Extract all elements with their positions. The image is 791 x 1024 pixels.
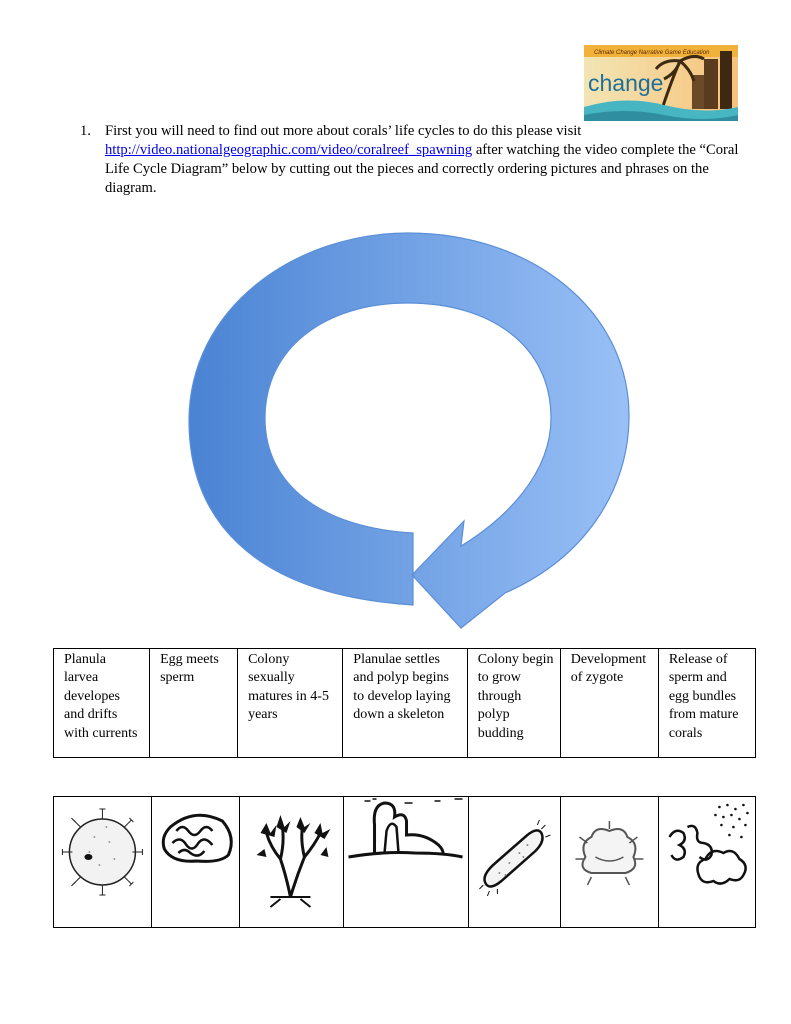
planula-larva-icon bbox=[54, 797, 151, 927]
phrase-cell[interactable] bbox=[467, 649, 560, 758]
picture-cell[interactable] bbox=[344, 797, 468, 928]
logo-banner: Climate Change Narrative Game Education bbox=[594, 50, 710, 56]
video-link[interactable]: http://video.nationalgeographic.com/video/coralreef_spawning bbox=[105, 142, 473, 158]
pictures-table bbox=[53, 796, 756, 928]
picture-cell[interactable] bbox=[659, 797, 756, 928]
instruction-text-rest: after watching the video complete the “Coral Life Cycle Diagram” below by cutting out the pieces and correctly ordering pictures and phrases on the diagram. bbox=[105, 142, 739, 196]
phrase-cell[interactable] bbox=[658, 649, 755, 758]
drifting-larva-icon bbox=[469, 797, 561, 927]
fertilized-egg-icon bbox=[152, 797, 239, 927]
change-logo bbox=[584, 45, 738, 121]
picture-cell[interactable] bbox=[468, 797, 561, 928]
phrase-text: Release of sperm and egg bundles from mature corals bbox=[668, 652, 739, 741]
phrase-text: Egg meets sperm bbox=[160, 652, 219, 686]
picture-cell[interactable] bbox=[561, 797, 659, 928]
instruction-text-intro: First you will need to find out more about corals’ life cycles to do this please visit bbox=[105, 123, 582, 139]
picture-cell[interactable] bbox=[239, 797, 344, 928]
phrase-cell[interactable] bbox=[560, 649, 658, 758]
coral-life-cycle-diagram bbox=[185, 228, 637, 636]
coral-spawning-icon bbox=[659, 797, 755, 927]
phrase-text: Colony sexually matures in 4-5 years bbox=[248, 652, 329, 723]
settled-polyp-icon bbox=[344, 797, 467, 927]
phrase-cell[interactable] bbox=[343, 649, 467, 758]
phrase-cell[interactable] bbox=[54, 649, 150, 758]
list-number: 1. bbox=[80, 123, 91, 139]
picture-cell[interactable] bbox=[54, 797, 152, 928]
picture-cell[interactable] bbox=[151, 797, 239, 928]
mature-colony-icon bbox=[240, 797, 344, 927]
phrase-text: Planula larvea developes and drifts with currents bbox=[64, 652, 138, 741]
cycle-arrow bbox=[189, 233, 629, 628]
phrase-cell[interactable] bbox=[150, 649, 238, 758]
logo-wordmark: change bbox=[588, 70, 664, 96]
phrases-table bbox=[53, 648, 756, 758]
phrase-cell[interactable] bbox=[238, 649, 343, 758]
phrase-text: Planulae settles and polyp begins to develop laying down a skeleton bbox=[353, 652, 451, 723]
phrase-text: Development of zygote bbox=[570, 652, 647, 686]
zygote-icon bbox=[561, 797, 658, 927]
phrase-text: Colony begin to grow through polyp budding bbox=[477, 652, 554, 741]
